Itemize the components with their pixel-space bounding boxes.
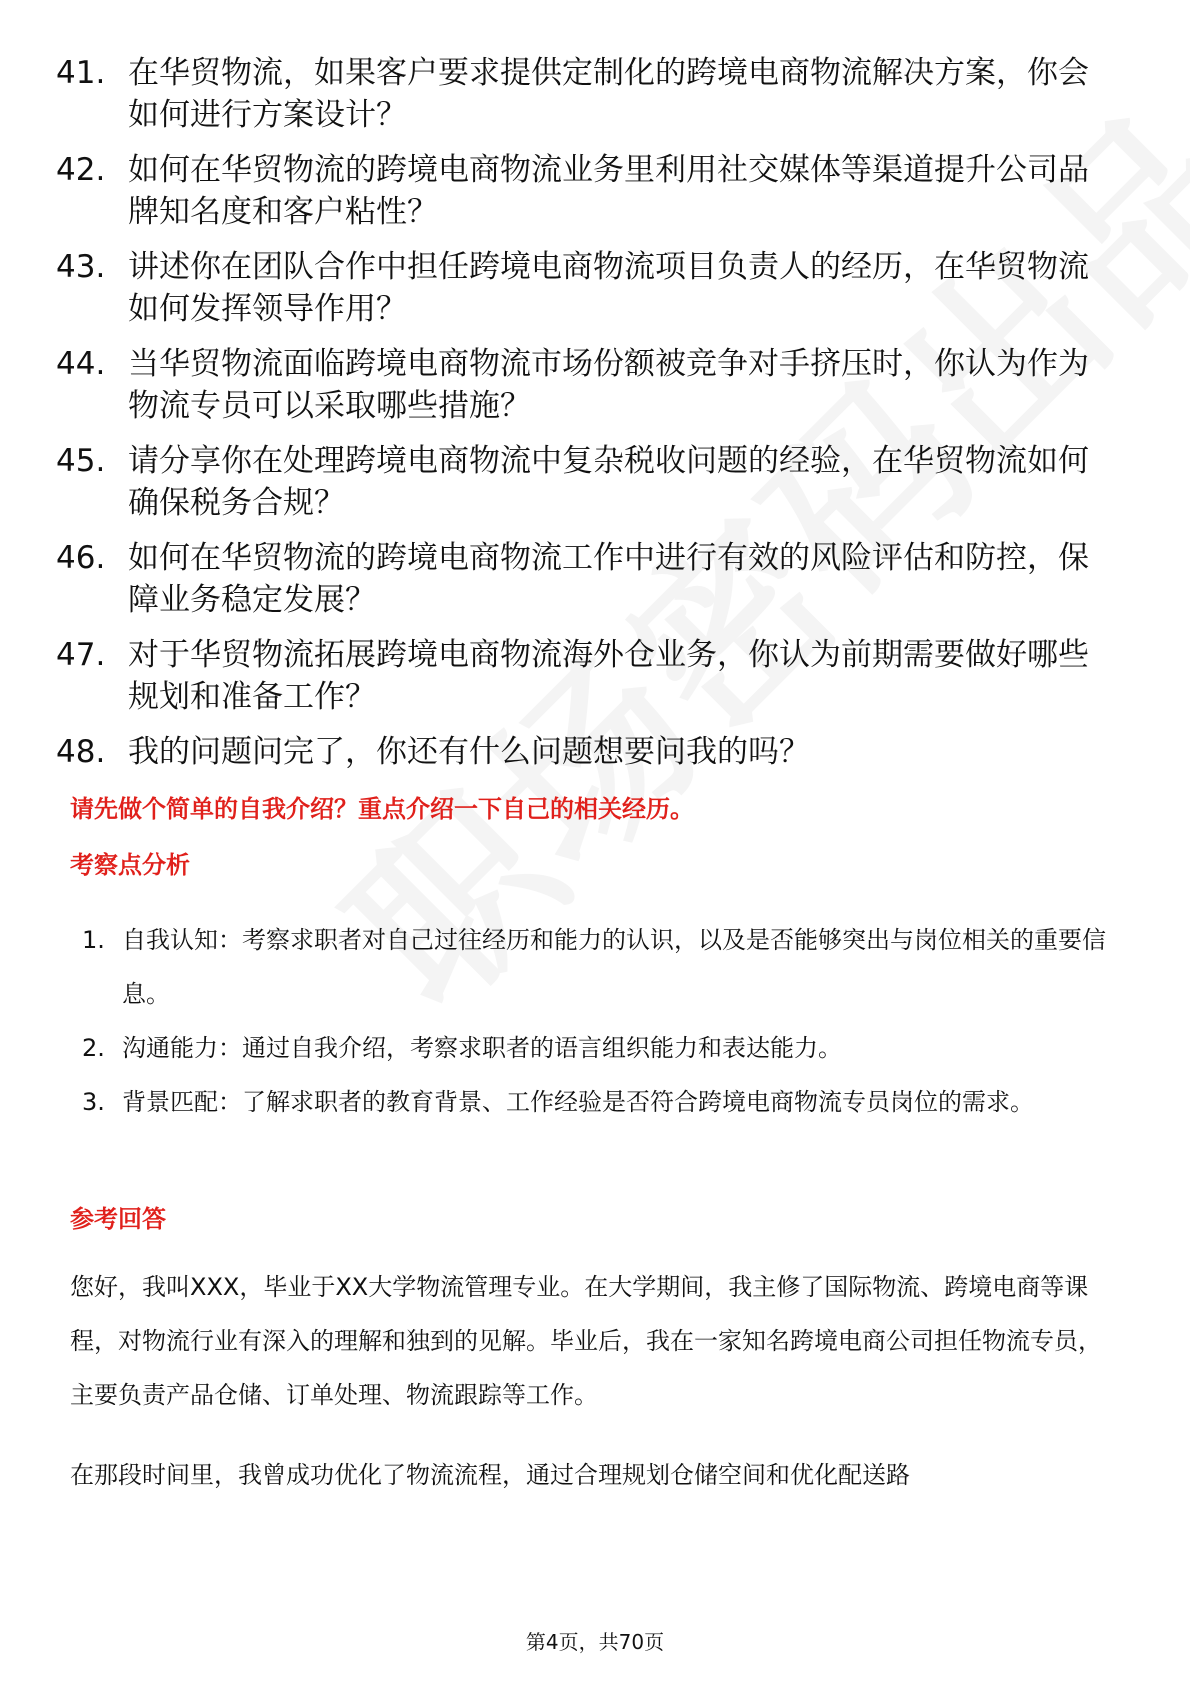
question-number: 41. xyxy=(56,55,106,91)
question-text: 当华贸物流面临跨境电商物流市场份额被竞争对手挤压时，你认为作为物流专员可以采取哪些措施？ xyxy=(128,346,1089,424)
section-question: 请先做个简单的自我介绍？重点介绍一下自己的相关经历。 xyxy=(70,795,694,823)
question-text: 讲述你在团队合作中担任跨境电商物流项目负责人的经历，在华贸物流如何发挥领导作用？ xyxy=(128,249,1089,327)
question-number: 48. xyxy=(56,734,106,770)
list-item xyxy=(82,913,1122,1021)
question-text: 在华贸物流，如果客户要求提供定制化的跨境电商物流解决方案，你会如何进行方案设计？ xyxy=(128,55,1089,133)
list-item xyxy=(56,343,1116,427)
analysis-number: 3. xyxy=(82,1088,105,1116)
analysis-number: 1. xyxy=(82,926,105,954)
list-item xyxy=(82,1021,1122,1075)
answer-paragraph: 您好，我叫XXX，毕业于XX大学物流管理专业。在大学期间，我主修了国际物流、跨境电商等课程，对物流行业有深入的理解和独到的见解。毕业后，我在一家知名跨境电商公司担任物流专员，主要负责产品仓储、订单处理、物流跟踪等工作。 xyxy=(70,1273,1102,1409)
analysis-heading: 考察点分析 xyxy=(70,851,190,879)
analysis-text: 沟通能力：通过自我介绍，考察求职者的语言组织能力和表达能力。 xyxy=(122,1034,842,1062)
question-text: 请分享你在处理跨境电商物流中复杂税收问题的经验，在华贸物流如何确保税务合规？ xyxy=(128,443,1089,521)
question-number: 47. xyxy=(56,637,106,673)
answer-paragraph: 在那段时间里，我曾成功优化了物流流程，通过合理规划仓储空间和优化配送路 xyxy=(70,1461,910,1489)
question-text: 我的问题问完了，你还有什么问题想要问我的吗？ xyxy=(128,734,810,770)
page-footer: 第4页，共70页 xyxy=(525,1630,665,1654)
list-item xyxy=(56,440,1116,524)
answer-heading: 参考回答 xyxy=(70,1205,166,1233)
question-number: 44. xyxy=(56,346,106,382)
analysis-text: 自我认知：考察求职者对自己过往经历和能力的认识，以及是否能够突出与岗位相关的重要信息。 xyxy=(122,926,1106,1008)
question-number: 42. xyxy=(56,152,106,188)
list-item xyxy=(82,1075,1122,1129)
list-item xyxy=(56,246,1116,330)
list-item xyxy=(56,52,1116,136)
list-item xyxy=(56,731,1116,773)
list-item xyxy=(56,634,1116,718)
question-text: 对于华贸物流拓展跨境电商物流海外仓业务，你认为前期需要做好哪些规划和准备工作？ xyxy=(128,637,1089,715)
question-number: 45. xyxy=(56,443,106,479)
analysis-list xyxy=(82,913,1122,1129)
question-number: 46. xyxy=(56,540,106,576)
question-text: 如何在华贸物流的跨境电商物流业务里利用社交媒体等渠道提升公司品牌知名度和客户粘性？ xyxy=(128,152,1089,230)
list-item xyxy=(56,149,1116,233)
question-text: 如何在华贸物流的跨境电商物流工作中进行有效的风险评估和防控，保障业务稳定发展？ xyxy=(128,540,1089,618)
question-list xyxy=(56,52,1116,786)
list-item xyxy=(56,537,1116,621)
analysis-number: 2. xyxy=(82,1034,105,1062)
analysis-text: 背景匹配：了解求职者的教育背景、工作经验是否符合跨境电商物流专员岗位的需求。 xyxy=(122,1088,1034,1116)
question-number: 43. xyxy=(56,249,106,285)
